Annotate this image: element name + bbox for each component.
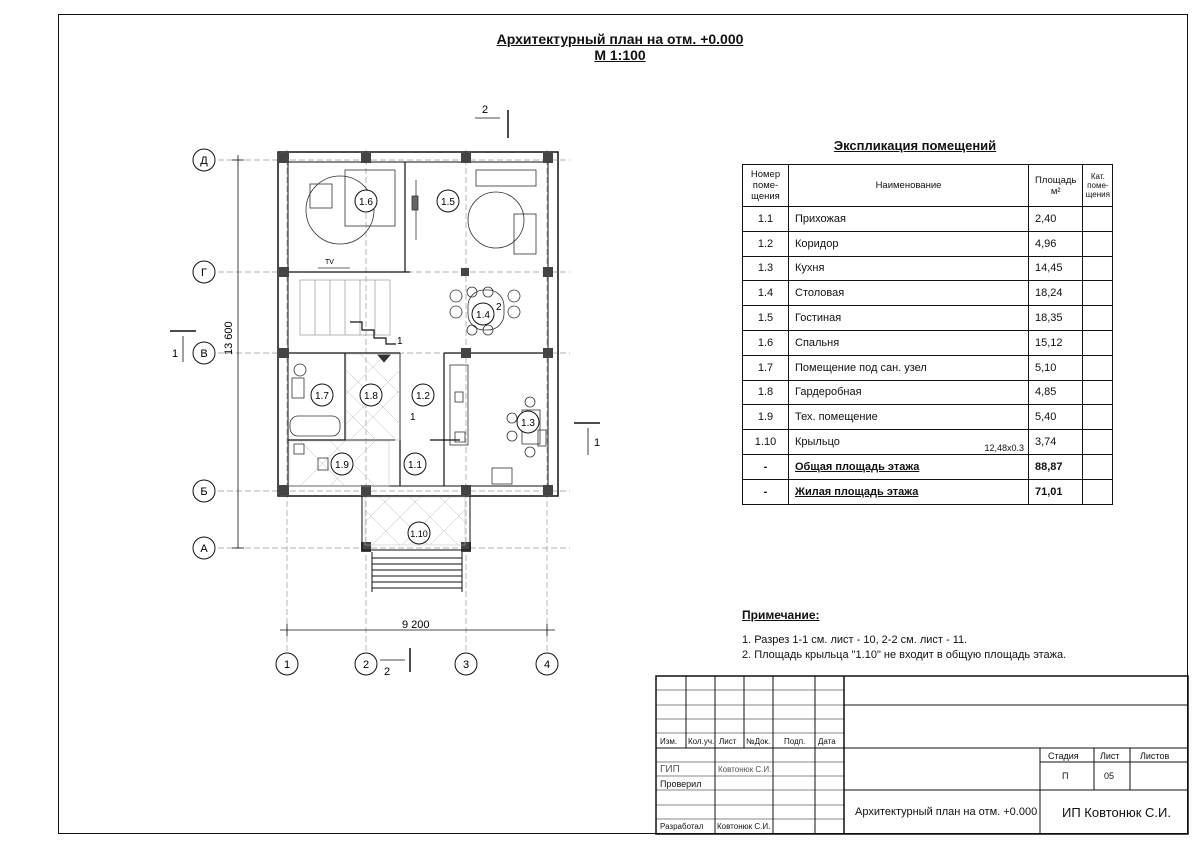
header-name: Наименование: [789, 165, 1029, 207]
porch-size-note: 12,48х0.3: [984, 442, 1024, 453]
room-label-1-7: 1.7: [315, 391, 329, 402]
cell-name: Спальня: [789, 330, 1029, 355]
explication-title: Экспликация помещений: [833, 138, 997, 153]
axis-V: В: [200, 348, 208, 360]
stair-label-2: 2: [496, 302, 502, 313]
stamp-col-doc: №Док.: [746, 737, 771, 746]
stamp-sheets-label: Листов: [1140, 751, 1170, 761]
cell-name: Тех. помещение: [789, 405, 1029, 430]
stamp-developer-name: Ковтонюк С.И.: [717, 822, 771, 831]
stamp-stage: П: [1062, 771, 1069, 781]
cell-area: 14,45: [1029, 256, 1083, 281]
axis-2: 2: [362, 659, 370, 671]
cell-area: 15,12: [1029, 330, 1083, 355]
stamp-sheet: 05: [1104, 771, 1115, 781]
total-label: Жилая площадь этажа: [795, 485, 919, 498]
room-label-1-3: 1.3: [521, 418, 535, 429]
cell-name: Коридор: [789, 231, 1029, 256]
title-scale: М 1:100: [594, 47, 646, 63]
total-label: Общая площадь этажа: [795, 460, 920, 473]
cell-area: 88,87: [1029, 454, 1083, 479]
cell-name: Помещение под сан. узел: [789, 355, 1029, 380]
dim-width: 9 200: [402, 619, 430, 631]
cell-area: 5,40: [1029, 405, 1083, 430]
stamp-checked: Проверил: [660, 779, 702, 789]
stamp-gip: ГИП: [660, 764, 680, 775]
stamp-sheet-label: Лист: [1100, 751, 1120, 761]
room-label-1-6: 1.6: [359, 197, 373, 208]
cell-name: Столовая: [789, 281, 1029, 306]
axis-G: Г: [201, 267, 207, 279]
cell-area: 2,40: [1029, 207, 1083, 232]
cell-num: 1.6: [743, 330, 789, 355]
section-mark-2-top: 2: [482, 104, 489, 116]
notes-title: Примечание:: [742, 608, 820, 622]
room-label-1-5: 1.5: [441, 197, 455, 208]
room-label-1-10: 1.10: [410, 529, 428, 539]
cell-name: Гостиная: [789, 306, 1029, 331]
cell-area: 18,35: [1029, 306, 1083, 331]
header-cat: Кат. поме- щения: [1083, 165, 1113, 207]
cell-num: 1.3: [743, 256, 789, 281]
note-2: 2. Площадь крыльца "1.10" не входит в общую площадь этажа.: [742, 649, 1067, 661]
cell-num: 1.5: [743, 306, 789, 331]
cell-num: -: [743, 454, 789, 479]
note-1: 1. Разрез 1-1 см. лист - 10, 2-2 см. лист - 11.: [742, 634, 968, 646]
room-label-1-9: 1.9: [335, 460, 349, 471]
stamp-gip-name: Ковтонюк С.И.: [718, 765, 772, 774]
cell-num: 1.7: [743, 355, 789, 380]
stamp-col-list: Лист: [719, 737, 737, 746]
cell-num: -: [743, 479, 789, 504]
stamp-stage-label: Стадия: [1048, 751, 1079, 761]
cell-name: Гардеробная: [789, 380, 1029, 405]
cell-num: 1.1: [743, 207, 789, 232]
room-label-1-8: 1.8: [364, 391, 378, 402]
cell-area: 5,10: [1029, 355, 1083, 380]
cell-num: 1.10: [743, 430, 789, 455]
cell-num: 1.4: [743, 281, 789, 306]
stamp-col-data: Дата: [818, 737, 836, 746]
axis-D: Д: [200, 155, 208, 167]
stamp-col-podp: Подп.: [784, 737, 806, 746]
dim-height: 13 600: [223, 321, 235, 355]
stamp-developer: Разработал: [660, 822, 704, 831]
room-label-1-4: 1.4: [476, 310, 490, 321]
stamp-col-izm: Изм.: [660, 737, 678, 746]
cell-area: 4,85: [1029, 380, 1083, 405]
cell-name: Кухня: [789, 256, 1029, 281]
cell-name-text: Крыльцо: [795, 436, 840, 449]
tv-label: TV: [325, 259, 334, 266]
room-label-1-1: 1.1: [408, 460, 422, 471]
cell-area: 71,01: [1029, 479, 1083, 504]
cell-area: 4,96: [1029, 231, 1083, 256]
axis-3: 3: [462, 659, 470, 671]
stamp-drawing-name: Архитектурный план на отм. +0.000: [855, 806, 1038, 818]
stair-label-1a: 1: [410, 412, 416, 423]
header-num: Номер поме- щения: [743, 165, 789, 207]
stamp-col-koluch: Кол.уч.: [688, 737, 715, 746]
section-mark-1-left: 1: [172, 348, 179, 360]
axis-1: 1: [283, 659, 291, 671]
cell-num: 1.9: [743, 405, 789, 430]
section-mark-1-right: 1: [594, 437, 601, 449]
axis-A: А: [200, 543, 208, 555]
stamp-company: ИП Ковтонюк С.И.: [1062, 805, 1171, 820]
header-area: Площадь м²: [1029, 165, 1083, 207]
axis-4: 4: [543, 659, 551, 671]
stair-label-1b: 1: [397, 336, 403, 347]
room-label-1-2: 1.2: [416, 391, 430, 402]
axis-B: Б: [200, 486, 208, 498]
cell-area: 3,74: [1029, 430, 1083, 455]
cell-num: 1.2: [743, 231, 789, 256]
title-line-1: Архитектурный план на отм. +0.000: [496, 31, 744, 47]
cell-name: Прихожая: [789, 207, 1029, 232]
cell-num: 1.8: [743, 380, 789, 405]
section-mark-2-bottom: 2: [384, 666, 391, 678]
cell-area: 18,24: [1029, 281, 1083, 306]
